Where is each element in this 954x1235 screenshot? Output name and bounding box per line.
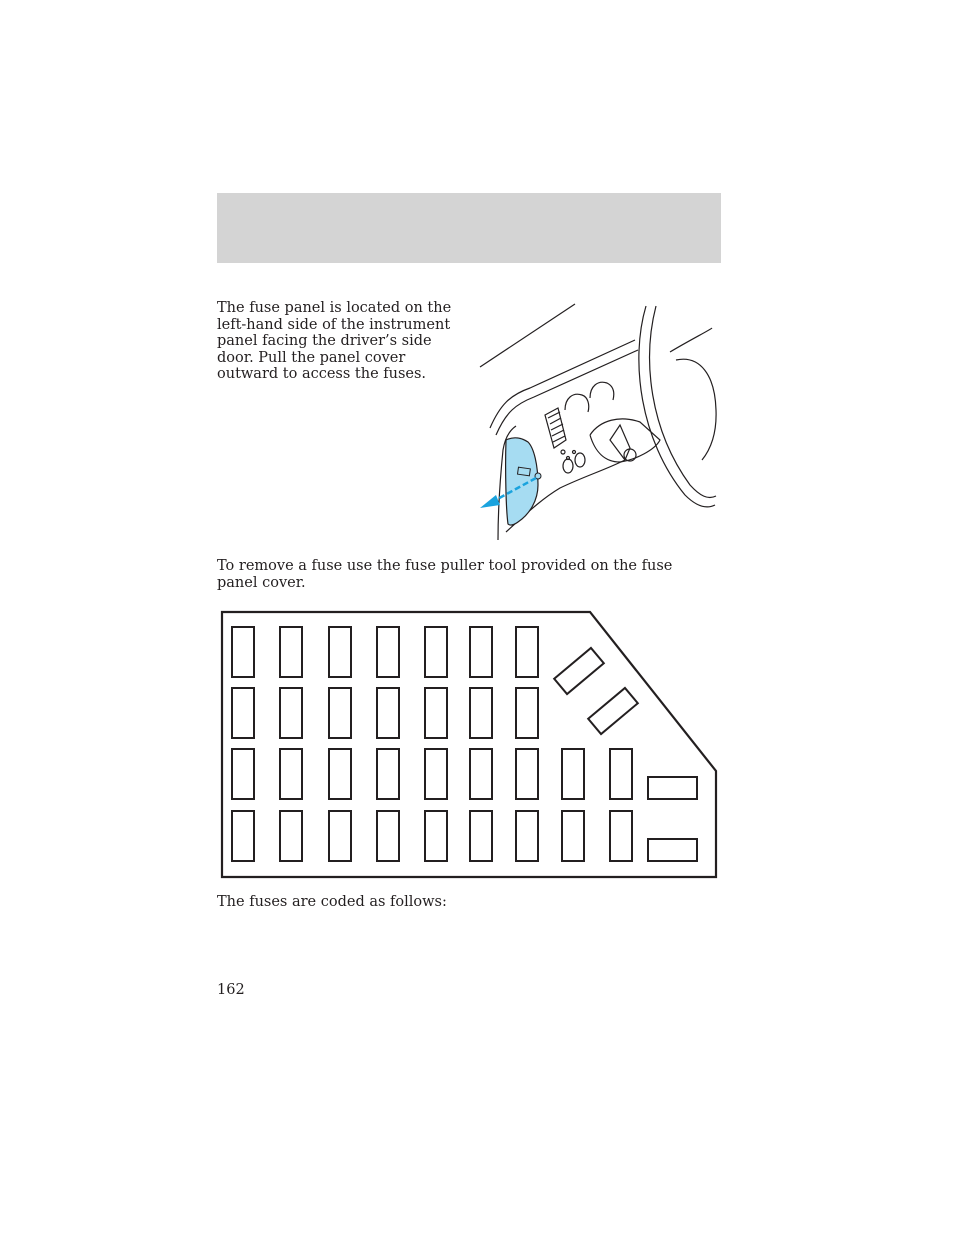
fuse-slot: [425, 811, 447, 861]
fuse-slot: [280, 688, 302, 738]
fuse-slot: [470, 627, 492, 677]
fuse-slot: [425, 688, 447, 738]
fuse-slot: [562, 749, 584, 799]
fuse-slot: [516, 749, 538, 799]
fuse-slot: [610, 749, 632, 799]
page-number: 162: [217, 982, 245, 998]
fuse-slot: [329, 811, 351, 861]
fuse-slot: [470, 811, 492, 861]
fuse-codes-intro: The fuses are coded as follows:: [217, 894, 447, 910]
fuse-slot-horizontal: [648, 839, 697, 861]
section-header-band: [217, 193, 721, 263]
fuse-slot: [280, 627, 302, 677]
fuse-slot: [516, 627, 538, 677]
fuse-slot: [232, 688, 254, 738]
fuse-panel-cover: [506, 438, 538, 525]
fuse-slot: [280, 749, 302, 799]
fuse-slot: [470, 688, 492, 738]
fuse-slot: [377, 811, 399, 861]
fuse-slot: [516, 688, 538, 738]
fuse-slot: [280, 811, 302, 861]
fuse-slot: [425, 749, 447, 799]
fuse-slot: [377, 627, 399, 677]
fuse-panel-diagram: [217, 607, 721, 883]
instrument-panel-illustration: [470, 300, 720, 550]
fuse-slot: [329, 749, 351, 799]
fuse-slot: [232, 627, 254, 677]
fuse-slot: [329, 627, 351, 677]
fuse-slot: [562, 811, 584, 861]
fuse-removal-text: To remove a fuse use the fuse puller tool provided on the fuse panel cover.: [217, 558, 673, 591]
fuse-panel-location-text: The fuse panel is located on the left-hand side of the instrument panel facing the driver’s side door. Pull the panel cover outward to access the fuses.: [217, 300, 452, 382]
fuse-slot: [232, 811, 254, 861]
fuse-slot: [516, 811, 538, 861]
fuse-slot: [470, 749, 492, 799]
fuse-slot-horizontal: [648, 777, 697, 799]
fuse-slot: [377, 749, 399, 799]
fuse-slot: [610, 811, 632, 861]
fuse-slot: [329, 688, 351, 738]
fuse-slot: [377, 688, 399, 738]
fuse-slot: [425, 627, 447, 677]
fuse-slot: [232, 749, 254, 799]
